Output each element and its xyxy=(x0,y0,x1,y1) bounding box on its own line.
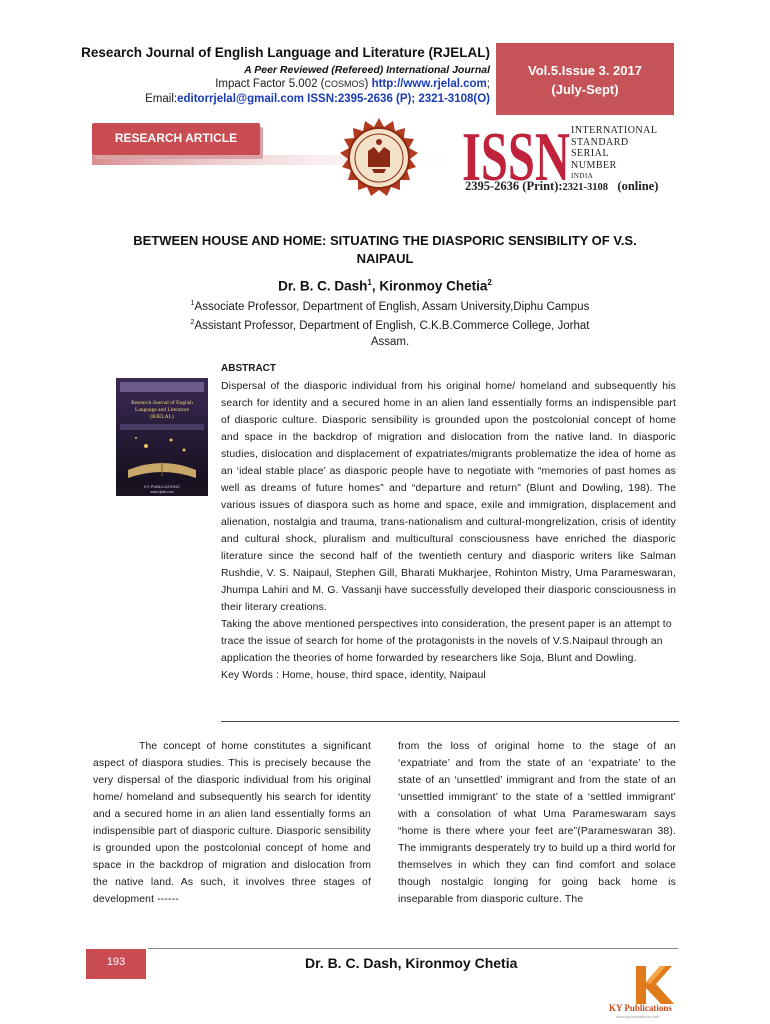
body-paragraph: from the loss of original home to the stage of an ‘expatriate’ and from the state of an ‘expatriate’ to the state of an ‘unsettled’ immigrant and from the state of an ‘unsettled immigrant’ to the state of a ‘settled immigrant’ with a consolation of what Uma Parameswaram says “home is there where your feet are”(Parameswaran 38). The immigrants desperately try to build up a third world for themselves in which they can find comfort and solace though nostalgic longing for going back home is inseparable from diasporic culture. The xyxy=(398,741,676,905)
footer-authors: Dr. B. C. Dash, Kironmoy Chetia xyxy=(305,955,518,971)
journal-email xyxy=(60,93,490,105)
issn-logo-text: ISSN xyxy=(462,124,570,192)
author-1: Dr. B. C. Dash xyxy=(278,278,368,294)
abstract-heading: ABSTRACT xyxy=(221,363,276,374)
publisher-name: KY Publications xyxy=(609,1003,672,1013)
author-2: , Kironmoy Chetia xyxy=(371,278,488,294)
svg-text:(RJELAL): (RJELAL) xyxy=(150,414,174,420)
body-column-left xyxy=(93,738,371,908)
keywords: Key Words : Home, house, third space, identity, Naipaul xyxy=(221,670,486,681)
abstract-paragraph-1: Dispersal of the diasporic individual from his original home/ homeland and subsequently his search for identity and a secured home in an alien land essentially forms an indispensible part of diasporic culture. Diasporic sensibility is grounded upon the postcolonial concept of home and space in the backdrop of migration and dislocation from the native land. In diasporic studies, dislocation and displacement of expatriates/migrants problematize the idea of home as an ‘ideal stable place’ as diasporic people have to negotiate with “memories of past homes as well as dreams of future homes” and “departure and return” (Blunt and Dowling, 198). The various issues of diaspora such as home and space, exile and immigration, displacement and alienation, nostalgia and trauma, trans-nationalism and cultural-mongrelization, crisis of identity and cultural shock, pluralism and multicultural consciousness have enriched the diasporic literature since the second half of the twentieth century and diasporic writers like Salman Rushdie, V. S. Naipaul, Stephen Gill, Bharati Mukharjee, Rohinton Mistry, Uma Parameswaran, Jhumpa Lahiri and M. G. Vassanji have successfully developed their diasporic consciousness in their literary creations. xyxy=(221,381,676,613)
issn-numbers xyxy=(465,179,658,194)
affiliation-2-text: Assistant Professor, Department of English, C.K.B.Commerce College, Jorhat xyxy=(194,319,590,332)
issue-period: (July-Sept) xyxy=(551,82,619,97)
article-title xyxy=(90,232,680,268)
svg-text:Research Journal of English: Research Journal of English xyxy=(131,400,193,406)
journal-seal-icon xyxy=(338,117,420,199)
body-paragraph: The concept of home constitutes a significant aspect of diaspora studies. This is precisely because the very dispersal of the diasporic individual from his original home/ homeland and subsequently his search for identity and a secured home in an alien land essentially forms an indispensible part of diasporic culture. Diasporic sensibility is grounded upon the postcolonial concept of home and space in the backdrop of migration and dislocation from the native land. As such, it involves three stages of development ------ xyxy=(93,741,371,905)
email-issn-value[interactable]: editorrjelal@gmail.com ISSN:2395-2636 (P); 2321-3108(O) xyxy=(177,93,490,105)
journal-header xyxy=(60,45,490,105)
svg-text:KY PUBLICATIONS: KY PUBLICATIONS xyxy=(144,484,180,489)
publisher-url[interactable]: www.kypublications.com xyxy=(616,1014,660,1019)
impact-cosmos: COSMOS xyxy=(324,79,365,89)
abstract-paragraph-2: Taking the above mentioned perspectives into consideration, the present paper is an attempt to trace the issue of search for home of the protagonists in the novels of V.S.Naipaul through an application the theories of home forwarded by researchers like Soja, Blunt and Dowling. xyxy=(221,619,672,664)
research-article-badge: RESEARCH ARTICLE xyxy=(92,123,260,155)
impact-suffix: ; xyxy=(486,78,490,90)
affiliation-2: $^2$Assistant Professor, Department of English, C.K.B.Commerce College, Jorhat xyxy=(190,318,590,332)
author-affiliations xyxy=(140,296,640,350)
article-title-line: BETWEEN HOUSE AND HOME: SITUATING THE DIASPORIC SENSIBILITY OF V.S. xyxy=(133,233,637,248)
journal-title: Research Journal of English Language and Literature (RJELAL) xyxy=(81,45,490,60)
affiliation-1-text: Associate Professor, Department of English, Assam University,Diphu Campus xyxy=(194,300,590,313)
article-title-line: NAIPAUL xyxy=(356,251,414,266)
email-prefix: Email: xyxy=(145,93,178,105)
volume-issue-box xyxy=(496,43,674,115)
footer-divider xyxy=(148,948,678,949)
issn-online-label: (online) xyxy=(617,179,659,193)
issn-print: 2395-2636 (Print): xyxy=(465,179,563,193)
page-number: 193 xyxy=(86,949,146,979)
issn-side-line: STANDARD xyxy=(571,136,629,148)
journal-url-link[interactable]: http://www.rjelal.com xyxy=(371,78,487,90)
impact-factor xyxy=(60,78,490,90)
impact-mid: ) xyxy=(364,78,372,90)
abstract-divider xyxy=(221,721,679,722)
ky-publications-logo-icon xyxy=(622,962,682,1006)
affiliation-2-cont: Assam. xyxy=(370,335,410,348)
journal-cover-image xyxy=(116,378,208,496)
issn-side-line: SERIAL xyxy=(571,148,609,159)
impact-prefix: Impact Factor 5.002 ( xyxy=(215,78,325,90)
journal-subtitle: A Peer Reviewed (Refereed) International Journal xyxy=(244,64,490,76)
svg-text:Language and Literature: Language and Literature xyxy=(134,407,190,413)
affiliation-1: $^1$Associate Professor, Department of English, Assam University,Diphu Campus xyxy=(190,300,590,313)
issn-side-line: NUMBER xyxy=(571,159,617,171)
svg-text:www.rjelal.com: www.rjelal.com xyxy=(150,490,174,494)
abstract-body xyxy=(221,378,676,684)
issn-side-line: INTERNATIONAL xyxy=(571,125,658,136)
issn-side-text xyxy=(571,125,658,183)
volume-issue: Vol.5.Issue 3. 2017 xyxy=(528,63,642,78)
issn-side-line: INDIA xyxy=(571,172,594,180)
body-column-right xyxy=(398,738,676,908)
issn-online: 2321-3108 xyxy=(562,182,609,193)
article-authors: Dr. B. C. Dash$^1$, Kironmoy Chetia$^2$ xyxy=(278,278,492,294)
